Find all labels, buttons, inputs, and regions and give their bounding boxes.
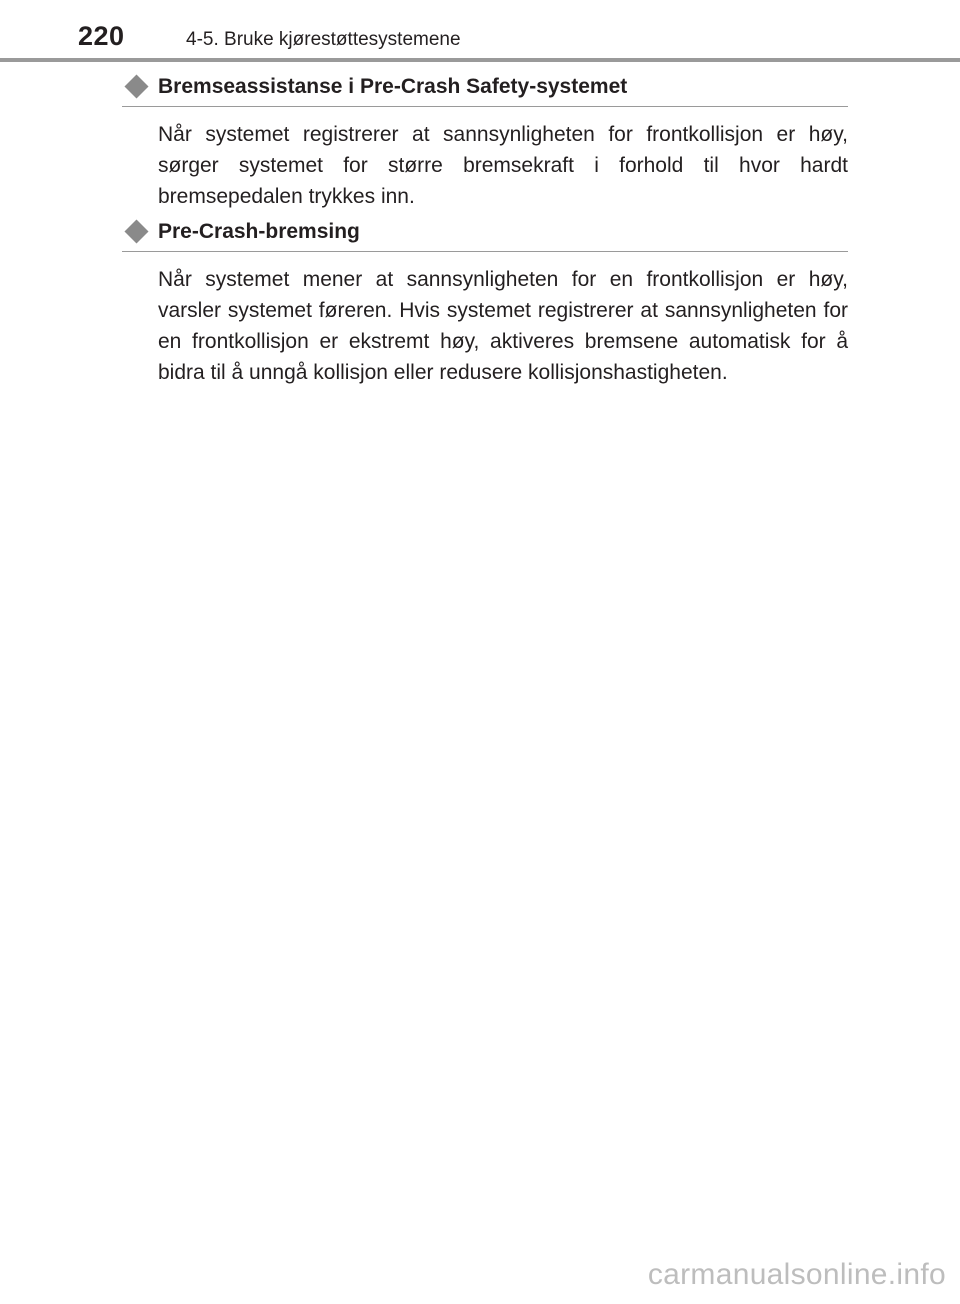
section-body-text: Når systemet mener at sannsynligheten for en frontkollisjon er høy, varsler systemet føreren. Hvis systemet registrerer at sannsynligheten for en frontkollisjon er ekstremt høy, aktiveres bremsene automatisk for å bidra til å unngå kollisjon eller redusere kollisjonshastigheten. xyxy=(158,268,848,384)
section-heading-text: Bremseassistanse i Pre-Crash Safety-systemet xyxy=(158,75,628,98)
chapter-title: 4-5. Bruke kjørestøttesystemene xyxy=(186,29,461,50)
section-pre-crash-braking xyxy=(122,217,848,388)
section-brake-assist xyxy=(122,72,848,212)
section-heading xyxy=(122,217,848,252)
section-heading-text: Pre-Crash-bremsing xyxy=(158,220,360,243)
diamond-bullet-icon xyxy=(124,219,148,243)
page-header xyxy=(0,0,960,60)
section-body-text: Når systemet registrerer at sannsynligheten for frontkollisjon er høy, sørger systemet for større bremsekraft i forhold til hvor hardt bremsepedalen trykkes inn. xyxy=(158,123,848,208)
site-watermark: carmanualsonline.info xyxy=(647,1258,946,1291)
section-heading xyxy=(122,72,848,107)
page-number: 220 xyxy=(78,21,125,51)
diamond-bullet-icon xyxy=(124,74,148,98)
header-divider xyxy=(0,58,960,62)
